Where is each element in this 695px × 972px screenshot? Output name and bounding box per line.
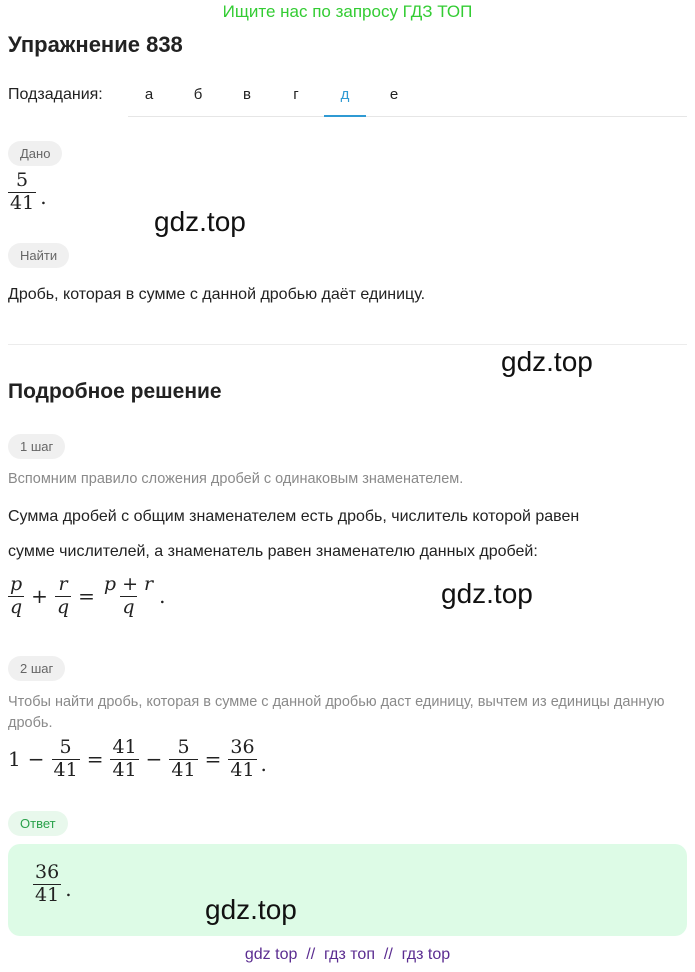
formula-frac-p-q bbox=[8, 574, 24, 619]
formula-frac-r-q-den: q bbox=[56, 595, 70, 618]
number-one: 1 bbox=[8, 747, 21, 772]
step2-period: . bbox=[260, 751, 267, 776]
frac-36-41 bbox=[228, 737, 256, 782]
frac-36-41-den: 41 bbox=[230, 758, 255, 781]
answer-denominator: 41 bbox=[35, 883, 60, 906]
formula-frac-r-q-num: r bbox=[58, 573, 68, 595]
answer-badge: Ответ bbox=[8, 811, 68, 836]
section-divider bbox=[8, 344, 687, 345]
frac-36-41-num: 36 bbox=[230, 736, 255, 758]
given-numerator: 5 bbox=[16, 169, 29, 191]
step1-hint: Вспомним правило сложения дробей с одинаковым знаменателем. bbox=[8, 471, 464, 487]
frac-5-41 bbox=[52, 737, 80, 782]
formula-frac-r-q bbox=[55, 574, 71, 619]
frac-5-41-b-den: 41 bbox=[171, 758, 196, 781]
step1-badge: 1 шаг bbox=[8, 434, 65, 459]
formula-frac-sum-den: q bbox=[122, 595, 135, 618]
given-expression bbox=[8, 170, 47, 215]
frac-41-41 bbox=[110, 737, 138, 782]
answer-numerator: 36 bbox=[35, 861, 60, 883]
promo-banner[interactable]: Ищите нас по запросу ГДЗ ТОП bbox=[222, 2, 473, 21]
answer-fraction bbox=[33, 862, 61, 907]
formula-frac-sum bbox=[102, 574, 155, 619]
equals-sign-1: = bbox=[86, 747, 104, 772]
given-denominator: 41 bbox=[10, 191, 35, 214]
frac-5-41-num: 5 bbox=[59, 736, 72, 758]
answer-period: . bbox=[65, 876, 72, 901]
subtasks-label: Подзадания: bbox=[8, 86, 103, 103]
watermark-1: gdz.top bbox=[154, 206, 246, 237]
answer-expression bbox=[33, 862, 72, 907]
step2-hint: Чтобы найти дробь, которая в сумме с данной дробью даст единицу, вычтем из единицы данную дробь. bbox=[8, 694, 665, 731]
given-period: . bbox=[40, 184, 47, 209]
minus-sign-1: − bbox=[27, 747, 45, 772]
footer-links[interactable]: gdz top // гдз топ // гдз top bbox=[244, 946, 451, 963]
given-fraction bbox=[8, 170, 36, 215]
formula-frac-p-q-num: p bbox=[10, 573, 23, 595]
subtasks-tabs bbox=[128, 76, 687, 117]
frac-5-41-den: 41 bbox=[53, 758, 78, 781]
frac-41-41-den: 41 bbox=[112, 758, 137, 781]
step2-formula bbox=[8, 737, 267, 782]
step1-line1: Сумма дробей с общим знаменателем есть дробь, числитель которой равен bbox=[8, 508, 580, 525]
frac-5-41-b-num: 5 bbox=[177, 736, 190, 758]
step2-badge: 2 шаг bbox=[8, 656, 65, 681]
watermark-4: gdz.top bbox=[205, 894, 297, 925]
frac-5-41-b bbox=[169, 737, 197, 782]
page-title: Упражнение 838 bbox=[8, 32, 183, 57]
tab-g[interactable]: г bbox=[293, 86, 299, 103]
minus-sign-2: − bbox=[145, 747, 163, 772]
find-text: Дробь, которая в сумме с данной дробью даёт единицу. bbox=[8, 286, 426, 303]
solution-title: Подробное решение bbox=[8, 380, 222, 403]
tab-e[interactable]: е bbox=[389, 86, 399, 103]
tab-v[interactable]: в bbox=[243, 86, 251, 103]
tab-d[interactable]: д bbox=[324, 86, 366, 117]
step1-line2: сумме числителей, а знаменатель равен знаменателю данных дробей: bbox=[8, 543, 538, 560]
given-badge: Дано bbox=[8, 141, 62, 166]
formula-period: . bbox=[159, 584, 166, 609]
formula-frac-p-q-den: q bbox=[10, 595, 23, 618]
equals-sign-2: = bbox=[204, 747, 222, 772]
step1-formula bbox=[8, 574, 165, 619]
watermark-2: gdz.top bbox=[501, 346, 593, 377]
answer-box bbox=[8, 844, 687, 936]
watermark-3: gdz.top bbox=[441, 578, 533, 609]
tab-b[interactable]: б bbox=[193, 86, 203, 103]
equals-sign: = bbox=[78, 584, 95, 609]
formula-frac-sum-num: p + r bbox=[103, 573, 154, 595]
plus-sign: + bbox=[31, 584, 48, 609]
tab-a[interactable]: а bbox=[144, 86, 154, 103]
frac-41-41-num: 41 bbox=[112, 736, 137, 758]
find-badge: Найти bbox=[8, 243, 69, 268]
